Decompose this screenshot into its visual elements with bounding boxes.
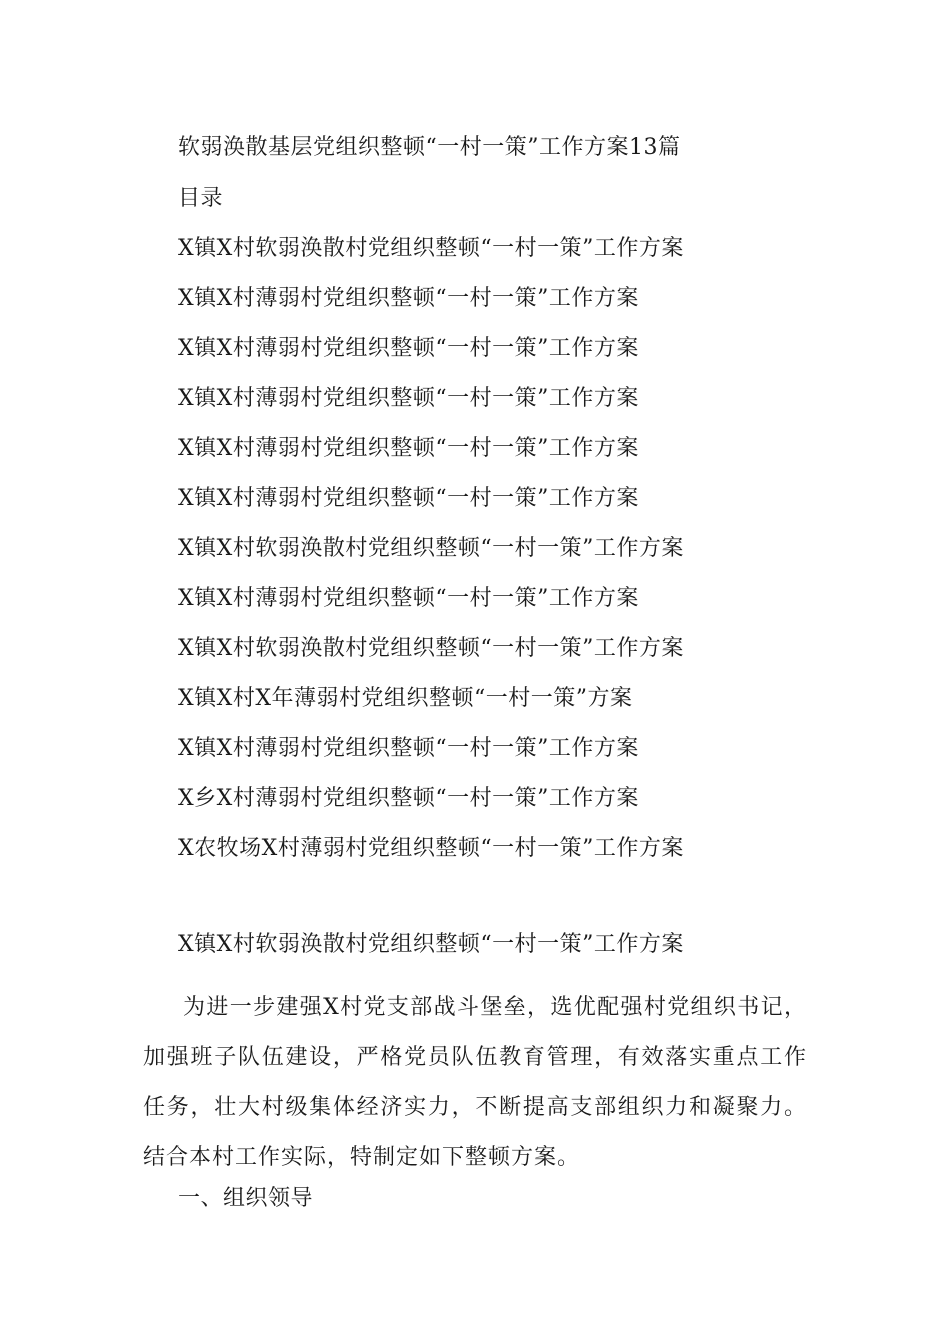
toc-item: X镇X村薄弱村党组织整顿“一村一策”工作方案 (178, 336, 639, 361)
toc-item: X镇X村薄弱村党组织整顿“一村一策”工作方案 (178, 286, 639, 311)
document-title: 软弱涣散基层党组织整顿“一村一策”工作方案13篇 (178, 135, 681, 160)
toc-item: X镇X村薄弱村党组织整顿“一村一策”工作方案 (178, 736, 639, 761)
toc-item: X农牧场X村薄弱村党组织整顿“一村一策”工作方案 (178, 836, 684, 861)
section-title: X镇X村软弱涣散村党组织整顿“一村一策”工作方案 (178, 932, 684, 957)
toc-heading: 目录 (178, 186, 224, 211)
toc-item: X镇X村软弱涣散村党组织整顿“一村一策”工作方案 (178, 536, 684, 561)
toc-item: X镇X村薄弱村党组织整顿“一村一策”工作方案 (178, 386, 639, 411)
toc-item: X镇X村薄弱村党组织整顿“一村一策”工作方案 (178, 436, 639, 461)
intro-paragraph: 为进一步建强X村党支部战斗堡垒，选优配强村党组织书记，加强班子队伍建设，严格党员队伍教育管理，有效落实重点工作任务，壮大村级集体经济实力，不断提高支部组织力和凝聚力。结合本村工作实际，特制定如下整顿方案。 (143, 995, 807, 1170)
toc-item: X镇X村软弱涣散村党组织整顿“一村一策”工作方案 (178, 636, 684, 661)
toc-item: X镇X村X年薄弱村党组织整顿“一村一策”方案 (178, 686, 633, 711)
toc-item: X镇X村薄弱村党组织整顿“一村一策”工作方案 (178, 586, 639, 611)
heading-organization-leadership: 一、组织领导 (178, 1186, 314, 1211)
toc-item: X镇X村薄弱村党组织整顿“一村一策”工作方案 (178, 486, 639, 511)
toc-item: X镇X村软弱涣散村党组织整顿“一村一策”工作方案 (178, 236, 684, 261)
toc-item: X乡X村薄弱村党组织整顿“一村一策”工作方案 (178, 786, 639, 811)
table-of-contents (178, 234, 684, 884)
